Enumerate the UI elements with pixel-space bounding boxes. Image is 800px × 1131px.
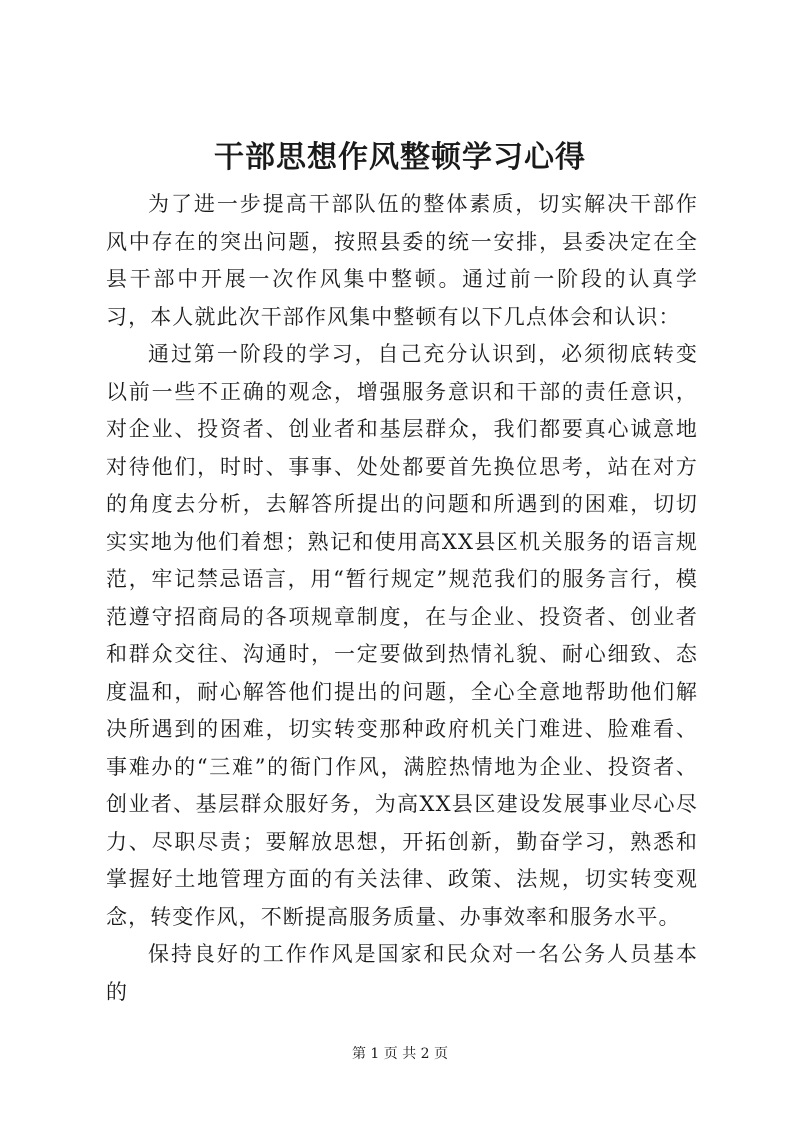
paragraph-continued: 保持良好的工作作风是国家和民众对一名公务人员基本的	[106, 942, 698, 1004]
paragraph-main: 通过第一阶段的学习，自己充分认识到，必须彻底转变以前一些不正确的观念，增强服务意识和干部的责任意识，对企业、投资者、创业者和基层群众，我们都要真心诚意地对待他们，时时、事事、处处都要首先换位思考，站在对方的角度去分析，去解答所提出的问题和所遇到的困难，切切实实地为他们着想；熟记和使用高XX县区机关服务的语言规范，牢记禁忌语言，用“暂行规定”规范我们的服务言行，模范遵守招商局的各项规章制度，在与企业、投资者、创业者和群众交往、沟通时，一定要做到热情礼貌、耐心细致、态度温和，耐心解答他们提出的问题，全心全意地帮助他们解决所遇到的困难，切实转变那种政府机关门难进、脸难看、事难办的“三难”的衙门作风，满腔热情地为企业、投资者、创业者、基层群众服好务，为高XX县区建设发展事业尽心尽力、尽职尽责；要解放思想，开拓创新，勤奋学习，熟悉和掌握好土地管理方面的有关法律、政策、法规，切实转变观念，转变作风，不断提高服务质量、办事效率和服务水平。	[106, 342, 698, 929]
page-number-footer: 第 1 页 共 2 页	[351, 1046, 449, 1062]
paragraph-intro: 为了进一步提高干部队伍的整体素质，切实解决干部作风中存在的突出问题，按照县委的统一安排，县委决定在全县干部中开展一次作风集中整顿。通过前一阶段的认真学习，本人就此次干部作风集中整顿有以下几点体会和认识：	[106, 192, 698, 329]
document-title: 干部思想作风整顿学习心得	[214, 140, 586, 175]
document-body	[106, 186, 698, 1011]
